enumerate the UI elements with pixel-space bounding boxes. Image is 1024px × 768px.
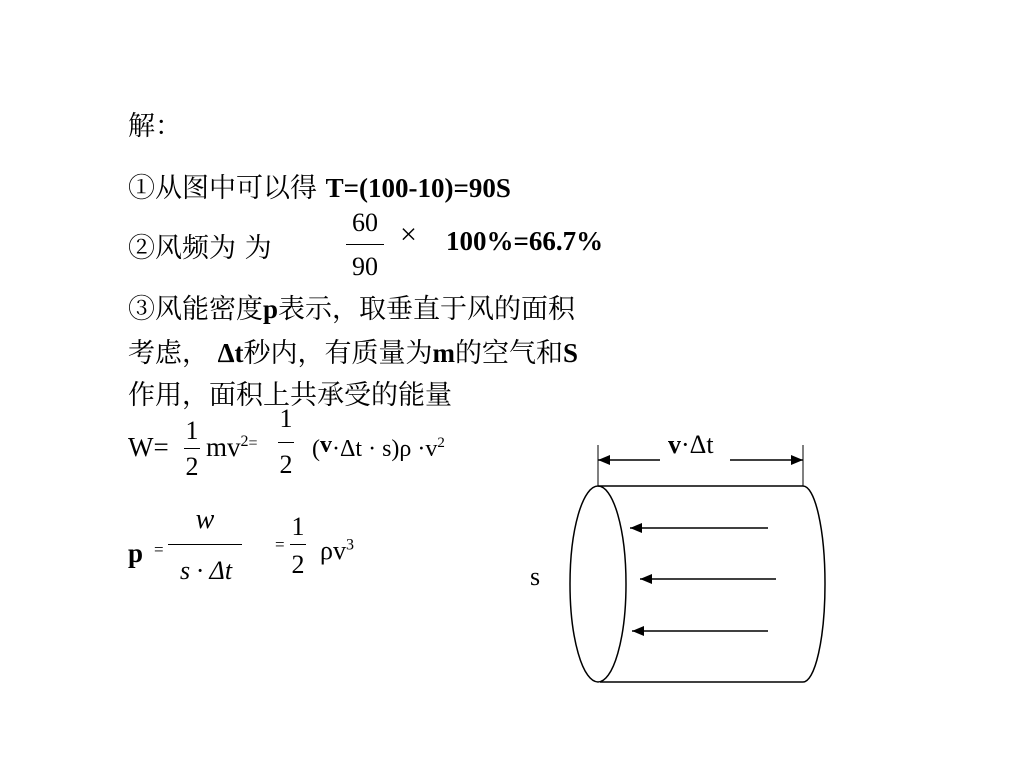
m-symbol: m: [432, 338, 456, 368]
step3-air-text: 的空气和: [455, 338, 564, 369]
formula-w-lhs: W=: [128, 432, 169, 462]
step1-label: ①从图中可以得: [128, 173, 317, 204]
step2-equation: 100%=66.7%: [446, 226, 604, 256]
solution-heading: 解：: [128, 111, 182, 142]
wind-arrowhead-2: [640, 574, 652, 584]
diagram-side-label: s: [530, 562, 541, 591]
step3-p-symbol: p: [263, 294, 279, 324]
formula-p-numerator: w: [195, 504, 215, 535]
formula-p-frac-num: 1: [291, 512, 305, 541]
wind-arrowhead-3: [632, 626, 644, 636]
formula-w-paren: (: [312, 436, 320, 462]
wind-arrowhead-1: [630, 523, 642, 533]
formula-p-lhs: p: [128, 538, 144, 568]
diagram-delta-t: ·Δt: [681, 430, 714, 459]
formula-w-frac2-den: 2: [279, 450, 293, 479]
step2-label: ②风频为 为: [128, 233, 272, 264]
delta-t-symbol: Δt: [217, 338, 244, 368]
formula-p-exponent: 3: [345, 536, 354, 554]
diagram-v: v: [668, 430, 681, 459]
formula-w-frac2-num: 1: [279, 404, 293, 433]
formula-p-frac-den: 2: [291, 550, 305, 579]
step3-line3: 作用，面积上共承受的能量: [128, 380, 452, 411]
mv-exponent: 2: [240, 433, 249, 450]
diagram-top-label: [668, 430, 714, 460]
step3-mass-text: 秒内，有质量为: [243, 338, 433, 369]
dim-left-arrowhead: [598, 455, 610, 465]
formula-w-exponent: 2: [437, 435, 445, 451]
cylinder-right-face: [803, 486, 825, 682]
mv-text: mv: [206, 432, 241, 462]
formula-w-v: v: [320, 432, 332, 458]
s-symbol: S: [563, 338, 579, 368]
formula-p-denominator: s · Δt: [179, 556, 233, 585]
formula-p-equals1: =: [154, 540, 164, 559]
cylinder-left-face: [570, 486, 626, 682]
step2-fraction-numerator: 60: [352, 208, 378, 237]
step3-prefix: ③风能密度: [128, 294, 263, 325]
formula-p-equals2: =: [275, 535, 285, 554]
step1-equation: T=(100-10)=90S: [325, 173, 511, 203]
formula-w-equals: =: [248, 435, 258, 452]
step2-fraction-denominator: 90: [352, 252, 378, 281]
rho-v-text: ρv: [320, 536, 346, 565]
times-sign: ×: [400, 218, 417, 251]
formula-w-frac1-den: 2: [185, 452, 199, 481]
step3-rest: 表示，取垂直于风的面积: [278, 294, 576, 325]
formula-w-frac1-num: 1: [185, 416, 199, 445]
formula-w-expression: ·Δt · s)ρ ·v: [332, 436, 438, 462]
step3-consider: 考虑，: [128, 338, 209, 369]
dim-right-arrowhead: [791, 455, 803, 465]
